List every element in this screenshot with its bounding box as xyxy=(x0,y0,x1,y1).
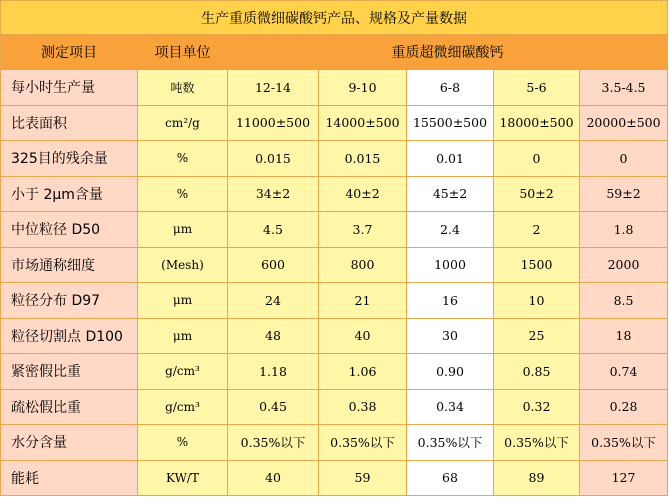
row-value: 0.28 xyxy=(580,389,668,425)
table-row xyxy=(1,70,668,106)
row-value: 8.5 xyxy=(580,283,668,319)
row-value: 0 xyxy=(580,141,668,177)
row-value: 21 xyxy=(319,283,407,319)
row-value: 9-10 xyxy=(319,70,407,106)
row-label: 小于 2μm含量 xyxy=(1,176,138,212)
row-unit: % xyxy=(138,425,228,461)
row-unit: % xyxy=(138,141,228,177)
header-item: 测定项目 xyxy=(1,35,138,70)
row-value: 18000±500 xyxy=(494,105,580,141)
row-value: 45±2 xyxy=(407,176,494,212)
row-value: 50±2 xyxy=(494,176,580,212)
header-row xyxy=(1,35,668,70)
row-value: 10 xyxy=(494,283,580,319)
row-value: 1000 xyxy=(407,247,494,283)
row-value: 0.74 xyxy=(580,354,668,390)
row-value: 1.8 xyxy=(580,212,668,248)
row-value: 15500±500 xyxy=(407,105,494,141)
row-unit: % xyxy=(138,176,228,212)
row-value: 0.35%以下 xyxy=(494,425,580,461)
row-label: 每小时生产量 xyxy=(1,70,138,106)
row-value: 0.35%以下 xyxy=(228,425,319,461)
table-row xyxy=(1,318,668,354)
row-unit: (Mesh) xyxy=(138,247,228,283)
row-value: 68 xyxy=(407,460,494,496)
table-row xyxy=(1,105,668,141)
row-value: 0 xyxy=(494,141,580,177)
row-value: 16 xyxy=(407,283,494,319)
header-group: 重质超微细碳酸钙 xyxy=(228,35,668,70)
row-value: 5-6 xyxy=(494,70,580,106)
row-unit: μm xyxy=(138,318,228,354)
row-value: 0.34 xyxy=(407,389,494,425)
row-label: 能耗 xyxy=(1,460,138,496)
row-value: 12-14 xyxy=(228,70,319,106)
row-value: 4.5 xyxy=(228,212,319,248)
row-value: 14000±500 xyxy=(319,105,407,141)
row-value: 127 xyxy=(580,460,668,496)
row-label: 疏松假比重 xyxy=(1,389,138,425)
row-value: 24 xyxy=(228,283,319,319)
row-value: 3.5-4.5 xyxy=(580,70,668,106)
row-value: 0.35%以下 xyxy=(580,425,668,461)
table-row xyxy=(1,141,668,177)
row-value: 2000 xyxy=(580,247,668,283)
row-unit: KW/T xyxy=(138,460,228,496)
row-value: 34±2 xyxy=(228,176,319,212)
row-value: 89 xyxy=(494,460,580,496)
row-value: 0.015 xyxy=(319,141,407,177)
row-unit: μm xyxy=(138,283,228,319)
row-label: 中位粒径 D50 xyxy=(1,212,138,248)
row-label: 紧密假比重 xyxy=(1,354,138,390)
row-label: 水分含量 xyxy=(1,425,138,461)
row-value: 600 xyxy=(228,247,319,283)
row-value: 30 xyxy=(407,318,494,354)
row-value: 0.45 xyxy=(228,389,319,425)
row-value: 800 xyxy=(319,247,407,283)
table-row xyxy=(1,354,668,390)
row-value: 0.90 xyxy=(407,354,494,390)
row-unit: g/cm³ xyxy=(138,354,228,390)
table-row xyxy=(1,283,668,319)
row-value: 18 xyxy=(580,318,668,354)
table-row xyxy=(1,389,668,425)
row-value: 0.38 xyxy=(319,389,407,425)
row-value: 25 xyxy=(494,318,580,354)
row-value: 40 xyxy=(319,318,407,354)
row-label: 325目的残余量 xyxy=(1,141,138,177)
row-value: 40±2 xyxy=(319,176,407,212)
row-value: 0.35%以下 xyxy=(407,425,494,461)
row-value: 1.18 xyxy=(228,354,319,390)
table-row xyxy=(1,212,668,248)
table-row xyxy=(1,176,668,212)
row-value: 0.32 xyxy=(494,389,580,425)
row-value: 48 xyxy=(228,318,319,354)
row-value: 40 xyxy=(228,460,319,496)
row-label: 市场通称细度 xyxy=(1,247,138,283)
row-value: 6-8 xyxy=(407,70,494,106)
row-value: 2 xyxy=(494,212,580,248)
row-value: 0.35%以下 xyxy=(319,425,407,461)
row-label: 粒径切割点 D100 xyxy=(1,318,138,354)
row-unit: μm xyxy=(138,212,228,248)
row-unit: cm²/g xyxy=(138,105,228,141)
table-row xyxy=(1,247,668,283)
row-label: 粒径分布 D97 xyxy=(1,283,138,319)
row-value: 1.06 xyxy=(319,354,407,390)
row-value: 20000±500 xyxy=(580,105,668,141)
table-row xyxy=(1,425,668,461)
row-value: 0.01 xyxy=(407,141,494,177)
row-value: 11000±500 xyxy=(228,105,319,141)
row-value: 1500 xyxy=(494,247,580,283)
table-row xyxy=(1,460,668,496)
row-value: 59±2 xyxy=(580,176,668,212)
row-value: 0.015 xyxy=(228,141,319,177)
row-unit: g/cm³ xyxy=(138,389,228,425)
row-unit: 吨数 xyxy=(138,70,228,106)
row-label: 比表面积 xyxy=(1,105,138,141)
row-value: 0.85 xyxy=(494,354,580,390)
row-value: 3.7 xyxy=(319,212,407,248)
row-value: 2.4 xyxy=(407,212,494,248)
row-value: 59 xyxy=(319,460,407,496)
title-row xyxy=(1,1,668,35)
table-title: 生产重质微细碳酸钙产品、规格及产量数据 xyxy=(1,1,668,35)
header-unit: 项目单位 xyxy=(138,35,228,70)
